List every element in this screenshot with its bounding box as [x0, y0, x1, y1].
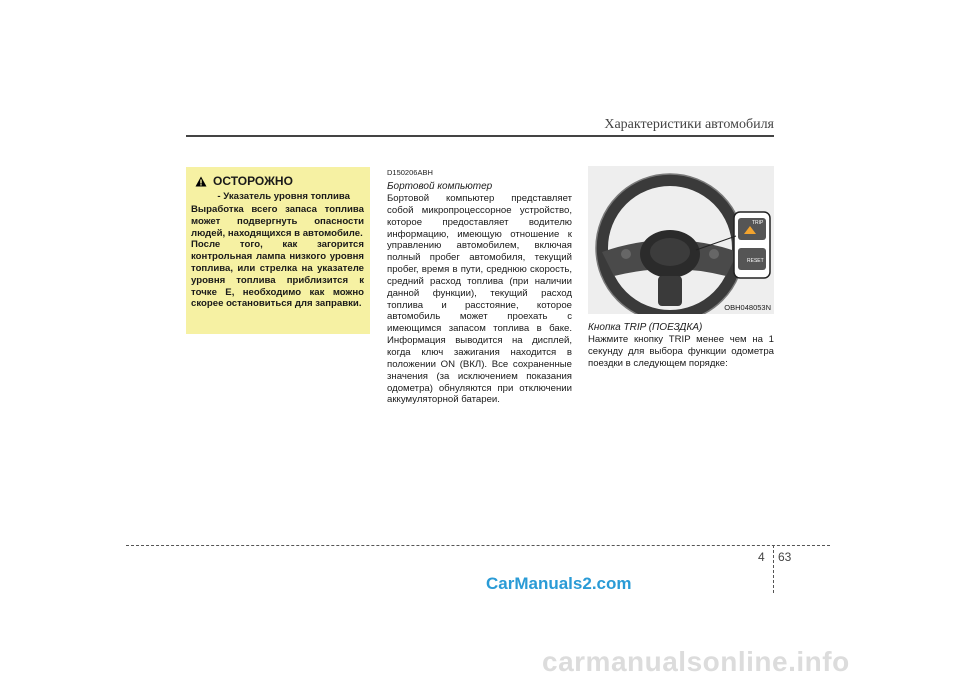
section-body: Нажмите кнопку TRIP менее чем на 1 секунду для выбора функции одометра поездки в следующем порядке:: [588, 334, 774, 369]
section-number: 4: [758, 550, 765, 564]
trip-computer-section: [387, 168, 572, 406]
warning-subheading: - Указатель уровня топлива: [217, 191, 350, 202]
warning-body: [191, 204, 364, 310]
footer-rule: [126, 545, 830, 546]
watermark-link[interactable]: CarManuals2.com: [486, 574, 632, 593]
section-title: Бортовой компьютер: [387, 181, 493, 192]
steering-wheel-icon: [588, 166, 774, 314]
header-title: Характеристики автомобиля: [604, 117, 774, 132]
reset-button-label: RESET: [747, 258, 764, 264]
page-number: 63: [778, 550, 792, 564]
warning-box: [186, 167, 370, 334]
warning-heading: [191, 173, 364, 189]
figure-caption: OBH048053N: [724, 303, 771, 312]
footer-divider: [773, 545, 774, 593]
trip-button-section: [588, 318, 774, 370]
steering-wheel-figure: [588, 166, 774, 314]
warning-paragraph: После того, как загорится контрольная лампа низкого уровня топлива, или стрелка на указателе уровня топлива приблизится к точке E, необходимо как можно скорее остановиться для заправки.: [191, 239, 364, 310]
warning-triangle-icon: [195, 176, 207, 187]
header-rule: [186, 135, 774, 137]
section-title: Кнопка TRIP (ПОЕЗДКА): [588, 322, 703, 333]
section-code: D150206ABH: [387, 168, 433, 177]
section-body: Бортовой компьютер представляет собой микропроцессорное устройство, которое предоставляет водителю информацию, имеющую отношение к управлению автомобилем, включая полный пробег автомобиля, текущий пробег, время в пути, среднюю скорость, средний расход топлива (при наличии данной функции), текущий расход топлива и расстояние, которое автомобиль может проехать с имеющимся запасом топлива в баке. Информация выводится на дисплей, когда ключ зажигания находится в положении ON (ВКЛ). Все сохраненные значения (за исключением показания одометра) обнуляются при отключении аккумуляторной батареи.: [387, 193, 572, 406]
warning-paragraph: Выработка всего запаса топлива может подвергнуть опасности людей, находящихся в автомобиле.: [191, 204, 364, 239]
warning-heading-text: ОСТОРОЖНО: [213, 174, 293, 188]
site-watermark: carmanualsonline.info: [542, 646, 850, 677]
trip-button-label: TRIP: [752, 220, 764, 226]
